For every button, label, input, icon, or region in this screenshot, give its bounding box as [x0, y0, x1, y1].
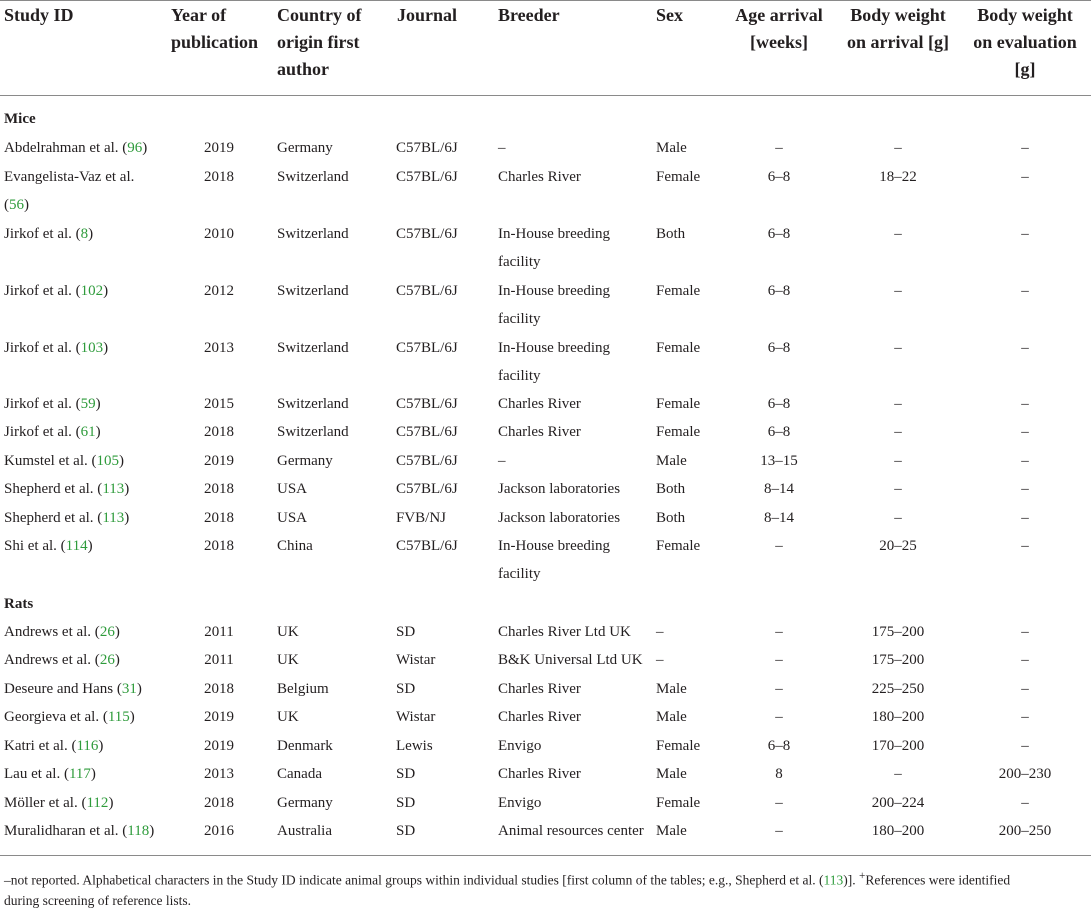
cell-journal: C57BL/6J [396, 226, 458, 242]
cell-breeder [498, 618, 656, 646]
study-ref-link[interactable]: 114 [65, 538, 88, 554]
study-ref-link[interactable]: 113 [102, 481, 125, 497]
cell-journal: C57BL/6J [396, 340, 458, 356]
cell-bw-eval: – [1021, 510, 1029, 526]
cell-breeder [498, 817, 656, 845]
cell-bw-arrival: 170–200 [871, 738, 925, 754]
cell-journal: Wistar [396, 709, 436, 725]
cell-bw-arrival: – [894, 226, 902, 242]
breeder-line: Charles River Ltd UK [498, 624, 631, 640]
table-bottom-rule [0, 855, 1091, 856]
footnote-plus-mark: + [859, 870, 866, 882]
cell-age: 8–14 [764, 481, 794, 497]
cell-journal: C57BL/6J [396, 396, 458, 412]
study-author: Deseure and Hans ( [4, 681, 122, 697]
cell-year: 2010 [204, 226, 234, 242]
cell-bw-eval: – [1021, 795, 1029, 811]
cell-breeder [498, 220, 656, 276]
header-rule [0, 95, 1091, 96]
header-line: Breeder [498, 5, 560, 25]
footnote-ref-link[interactable]: 113 [823, 872, 844, 888]
header-sex [656, 2, 683, 29]
breeder-line: Jackson laboratories [498, 481, 621, 497]
study-ref-link[interactable]: 96 [127, 140, 143, 156]
study-paren: ) [114, 652, 120, 668]
study-paren: ) [118, 453, 124, 469]
header-study-id [4, 2, 74, 29]
cell-bw-eval: – [1021, 396, 1029, 412]
cell-breeder [498, 277, 656, 333]
cell-age: 6–8 [767, 169, 791, 185]
cell-country: USA [277, 481, 308, 497]
header-line: Sex [656, 5, 683, 25]
cell-year: 2018 [204, 481, 234, 497]
cell-sex: Male [656, 766, 687, 782]
cell-age: 8–14 [764, 510, 794, 526]
header-line: Body weight [977, 5, 1073, 25]
cell-sex: Male [656, 681, 687, 697]
header-line: on evaluation [973, 32, 1077, 52]
cell-sex: Female [656, 738, 701, 754]
study-author: Abdelrahman et al. ( [4, 140, 128, 156]
footnote-text: )]. [843, 872, 860, 888]
cell-year: 2019 [204, 140, 234, 156]
header-country [277, 2, 362, 83]
cell-journal: SD [396, 766, 416, 782]
breeder-line: Charles River [498, 681, 581, 697]
study-ref-link[interactable]: 115 [107, 709, 130, 725]
breeder-line: In-House breeding [498, 340, 611, 356]
header-line: publication [171, 32, 259, 52]
study-paren: ) [129, 709, 135, 725]
header-line: Journal [397, 5, 458, 25]
cell-sex: Male [656, 823, 687, 839]
breeder-line: In-House breeding [498, 283, 611, 299]
cell-country: Canada [277, 766, 322, 782]
cell-journal: FVB/NJ [396, 510, 447, 526]
study-ref-link[interactable]: 26 [99, 624, 115, 640]
breeder-line: – [498, 453, 506, 469]
cell-country: UK [277, 652, 299, 668]
cell-country: Switzerland [277, 169, 349, 185]
footnote-text: References were identified [865, 872, 1011, 888]
cell-bw-eval: – [1021, 340, 1029, 356]
cell-sex: Female [656, 538, 701, 554]
cell-sex: Male [656, 709, 687, 725]
cell-bw-arrival: 180–200 [871, 823, 925, 839]
cell-bw-arrival: 175–200 [871, 652, 925, 668]
study-ref-link[interactable]: 8 [80, 226, 89, 242]
study-ref-link[interactable]: 118 [127, 823, 150, 839]
header-bw-eval [964, 2, 1086, 83]
study-ref-link[interactable]: 113 [102, 510, 125, 526]
study-paren: ) [108, 795, 114, 811]
study-author: Shepherd et al. ( [4, 510, 103, 526]
header-line: Body weight [850, 5, 946, 25]
cell-year: 2019 [204, 709, 234, 725]
cell-year: 2018 [204, 424, 234, 440]
study-author: Möller et al. ( [4, 795, 87, 811]
cell-age: – [775, 538, 783, 554]
cell-sex: Female [656, 340, 701, 356]
cell-country: Switzerland [277, 283, 349, 299]
cell-journal: SD [396, 823, 416, 839]
cell-age: 8 [775, 766, 783, 782]
header-age [727, 2, 831, 56]
cell-breeder [498, 418, 656, 446]
study-paren: ) [103, 340, 109, 356]
cell-journal: SD [396, 624, 416, 640]
study-ref-link[interactable]: 116 [76, 738, 99, 754]
cell-study-id [4, 277, 108, 305]
cell-bw-eval: – [1021, 681, 1029, 697]
study-author: Lau et al. ( [4, 766, 69, 782]
study-ref-link[interactable]: 61 [80, 424, 96, 440]
study-ref-link[interactable]: 117 [68, 766, 91, 782]
header-bw-arrival [840, 2, 956, 56]
cell-bw-eval: – [1021, 226, 1029, 242]
cell-sex: Female [656, 169, 701, 185]
cell-bw-eval: – [1021, 624, 1029, 640]
study-paren: ) [136, 681, 142, 697]
study-author: Jirkof et al. ( [4, 340, 81, 356]
cell-study-id [4, 334, 108, 362]
study-ref-link[interactable]: 103 [80, 340, 104, 356]
cell-bw-eval: – [1021, 283, 1029, 299]
cell-year: 2018 [204, 681, 234, 697]
table-top-rule [0, 0, 1091, 1]
section-title-mice: Mice [4, 111, 36, 127]
cell-breeder [498, 760, 656, 788]
cell-bw-arrival: – [894, 396, 902, 412]
study-author: Shi et al. ( [4, 538, 66, 554]
cell-bw-eval: – [1021, 424, 1029, 440]
cell-country: USA [277, 510, 308, 526]
header-line: Year of [171, 5, 227, 25]
cell-country: Germany [277, 453, 333, 469]
cell-bw-arrival: 200–224 [871, 795, 925, 811]
breeder-line: In-House breeding [498, 226, 611, 242]
cell-country: Australia [277, 823, 332, 839]
cell-bw-arrival: – [894, 424, 902, 440]
study-paren: ) [114, 624, 120, 640]
header-line: [g] [1014, 59, 1036, 79]
breeder-line: Charles River [498, 766, 581, 782]
study-author: Evangelista-Vaz et al. [4, 169, 135, 185]
breeder-line: Jackson laboratories [498, 510, 621, 526]
cell-study-id [4, 703, 135, 731]
cell-country: Belgium [277, 681, 329, 697]
cell-journal: Wistar [396, 652, 436, 668]
breeder-line: facility [498, 254, 541, 270]
header-line: Age arrival [735, 5, 823, 25]
cell-year: 2015 [204, 396, 234, 412]
cell-bw-eval: – [1021, 481, 1029, 497]
study-paren: ) [87, 538, 93, 554]
cell-country: Switzerland [277, 396, 349, 412]
cell-breeder [498, 675, 656, 703]
cell-year: 2016 [204, 823, 234, 839]
cell-bw-arrival: – [894, 766, 902, 782]
cell-study-id [4, 504, 129, 532]
cell-study-id [4, 447, 124, 475]
study-paren: ) [95, 424, 101, 440]
breeder-line: Envigo [498, 795, 542, 811]
cell-bw-eval: – [1021, 709, 1029, 725]
cell-journal: C57BL/6J [396, 453, 458, 469]
table-footnote [4, 866, 1088, 911]
study-paren: ) [90, 766, 96, 782]
cell-year: 2012 [204, 283, 234, 299]
cell-bw-eval: – [1021, 169, 1029, 185]
cell-age: – [775, 709, 783, 725]
cell-study-id [4, 760, 96, 788]
cell-study-id [4, 390, 101, 418]
cell-breeder [498, 532, 656, 588]
header-journal [397, 2, 457, 29]
header-line: origin first [277, 32, 360, 52]
cell-age: 6–8 [767, 738, 791, 754]
study-paren: ) [124, 510, 130, 526]
study-paren: ) [149, 823, 155, 839]
cell-study-id [4, 817, 154, 845]
footnote-text: during screening of reference lists. [4, 892, 192, 908]
study-ref-line [4, 191, 134, 219]
cell-journal: C57BL/6J [396, 424, 458, 440]
header-year [171, 2, 258, 56]
header-line: author [277, 59, 330, 79]
cell-age: 6–8 [767, 424, 791, 440]
cell-country: Germany [277, 140, 333, 156]
cell-breeder [498, 163, 656, 191]
study-paren: ) [88, 226, 94, 242]
header-line: on arrival [g] [847, 32, 949, 52]
cell-bw-arrival: 20–25 [879, 538, 917, 554]
cell-country: Switzerland [277, 424, 349, 440]
cell-country: Denmark [277, 738, 333, 754]
cell-sex: Female [656, 396, 701, 412]
cell-country: China [277, 538, 313, 554]
cell-breeder [498, 789, 656, 817]
cell-year: 2013 [204, 340, 234, 356]
cell-age: – [775, 624, 783, 640]
header-breeder [498, 2, 560, 29]
cell-sex: Female [656, 795, 701, 811]
header-line: Country of [277, 5, 362, 25]
cell-age: – [775, 652, 783, 668]
study-author: Shepherd et al. ( [4, 481, 103, 497]
study-author: Georgieva et al. ( [4, 709, 108, 725]
cell-sex: – [656, 624, 664, 640]
cell-age: – [775, 140, 783, 156]
breeder-line: facility [498, 566, 541, 582]
cell-bw-arrival: 175–200 [871, 624, 925, 640]
cell-breeder [498, 447, 656, 475]
cell-breeder [498, 703, 656, 731]
study-paren: ) [124, 481, 130, 497]
cell-sex: Both [656, 481, 686, 497]
cell-year: 2013 [204, 766, 234, 782]
cell-journal: C57BL/6J [396, 481, 458, 497]
study-ref-link[interactable]: 26 [99, 652, 115, 668]
study-author: Jirkof et al. ( [4, 283, 81, 299]
cell-study-id [4, 618, 120, 646]
cell-bw-eval: – [1021, 538, 1029, 554]
cell-bw-eval: – [1021, 453, 1029, 469]
cell-study-id [4, 532, 93, 560]
breeder-line: Animal resources center [498, 823, 644, 839]
cell-year: 2011 [204, 624, 234, 640]
cell-year: 2018 [204, 795, 234, 811]
cell-sex: Male [656, 140, 687, 156]
cell-breeder [498, 334, 656, 390]
cell-journal: C57BL/6J [396, 538, 458, 554]
footnote-text: –not reported. Alphabetical characters in the Study ID indicate animal groups within individual studies [first column of the tables; e.g., Shepherd et al. ( [4, 872, 824, 888]
section-title-rats: Rats [4, 596, 34, 612]
cell-journal: C57BL/6J [396, 169, 458, 185]
cell-bw-arrival: – [894, 283, 902, 299]
cell-study-id [4, 418, 101, 446]
cell-bw-arrival: – [894, 340, 902, 356]
cell-bw-arrival: – [894, 453, 902, 469]
cell-year: 2019 [204, 738, 234, 754]
study-author: Jirkof et al. ( [4, 424, 81, 440]
cell-bw-arrival: – [894, 140, 902, 156]
study-paren: ) [103, 283, 109, 299]
cell-age: – [775, 681, 783, 697]
cell-sex: Male [656, 453, 687, 469]
study-paren: ( [4, 197, 9, 213]
cell-bw-eval: 200–230 [998, 766, 1052, 782]
header-line: [weeks] [750, 32, 808, 52]
cell-year: 2019 [204, 453, 234, 469]
breeder-line: Charles River [498, 709, 581, 725]
breeder-line: Charles River [498, 424, 581, 440]
cell-year: 2011 [204, 652, 234, 668]
breeder-line: Envigo [498, 738, 542, 754]
cell-bw-eval: – [1021, 738, 1029, 754]
cell-study-id [4, 220, 93, 248]
cell-study-id [4, 646, 120, 674]
cell-age: – [775, 823, 783, 839]
breeder-line: facility [498, 311, 541, 327]
cell-bw-arrival: 225–250 [871, 681, 925, 697]
study-ref-link[interactable]: 59 [80, 396, 96, 412]
cell-journal: SD [396, 681, 416, 697]
cell-study-id [4, 789, 113, 817]
cell-age: 6–8 [767, 340, 791, 356]
header-line: Study ID [4, 5, 74, 25]
cell-bw-arrival: 180–200 [871, 709, 925, 725]
study-author: Jirkof et al. ( [4, 226, 81, 242]
breeder-line: Charles River [498, 396, 581, 412]
study-ref-link[interactable]: 105 [96, 453, 119, 469]
breeder-line: B&K Universal Ltd UK [498, 652, 643, 668]
study-author: Andrews et al. ( [4, 652, 100, 668]
breeder-line: Charles River [498, 169, 581, 185]
cell-sex: Female [656, 424, 701, 440]
breeder-line: In-House breeding [498, 538, 611, 554]
cell-country: Germany [277, 795, 333, 811]
cell-age: 13–15 [760, 453, 798, 469]
cell-age: 6–8 [767, 226, 791, 242]
cell-sex: Both [656, 510, 686, 526]
cell-country: UK [277, 624, 299, 640]
study-paren: ) [142, 140, 148, 156]
cell-breeder [498, 475, 656, 503]
cell-bw-arrival: 18–22 [879, 169, 917, 185]
study-ref-link[interactable]: 56 [9, 197, 24, 213]
study-paren: ) [95, 396, 101, 412]
cell-breeder [498, 134, 656, 162]
study-paren: ) [24, 197, 29, 213]
cell-journal: Lewis [396, 738, 433, 754]
study-paren: ) [98, 738, 104, 754]
cell-journal: SD [396, 795, 416, 811]
cell-bw-eval: 200–250 [998, 823, 1052, 839]
cell-bw-eval: – [1021, 652, 1029, 668]
study-ref-link[interactable]: 102 [80, 283, 104, 299]
cell-study-id [4, 675, 142, 703]
cell-year: 2018 [204, 510, 234, 526]
cell-study-id [4, 475, 129, 503]
cell-sex: Female [656, 283, 701, 299]
cell-age: 6–8 [767, 283, 791, 299]
cell-country: Switzerland [277, 340, 349, 356]
cell-sex: Both [656, 226, 686, 242]
cell-sex: – [656, 652, 664, 668]
study-ref-link[interactable]: 112 [86, 795, 109, 811]
study-author: Kumstel et al. ( [4, 453, 97, 469]
cell-breeder [498, 646, 656, 674]
cell-age: 6–8 [767, 396, 791, 412]
cell-country: Switzerland [277, 226, 349, 242]
cell-study-id [4, 732, 103, 760]
study-author: Jirkof et al. ( [4, 396, 81, 412]
cell-country: UK [277, 709, 299, 725]
cell-year: 2018 [204, 538, 234, 554]
study-author: Muralidharan et al. ( [4, 823, 128, 839]
breeder-line: – [498, 140, 506, 156]
study-ref-link[interactable]: 31 [121, 681, 137, 697]
cell-breeder [498, 390, 656, 418]
cell-study-id [4, 134, 147, 162]
cell-age: – [775, 795, 783, 811]
cell-year: 2018 [204, 169, 234, 185]
study-author: Andrews et al. ( [4, 624, 100, 640]
cell-breeder [498, 732, 656, 760]
cell-bw-arrival: – [894, 510, 902, 526]
cell-journal: C57BL/6J [396, 140, 458, 156]
cell-study-id [4, 163, 134, 219]
study-author: Katri et al. ( [4, 738, 77, 754]
cell-bw-eval: – [1021, 140, 1029, 156]
cell-journal: C57BL/6J [396, 283, 458, 299]
cell-breeder [498, 504, 656, 532]
breeder-line: facility [498, 368, 541, 384]
cell-bw-arrival: – [894, 481, 902, 497]
